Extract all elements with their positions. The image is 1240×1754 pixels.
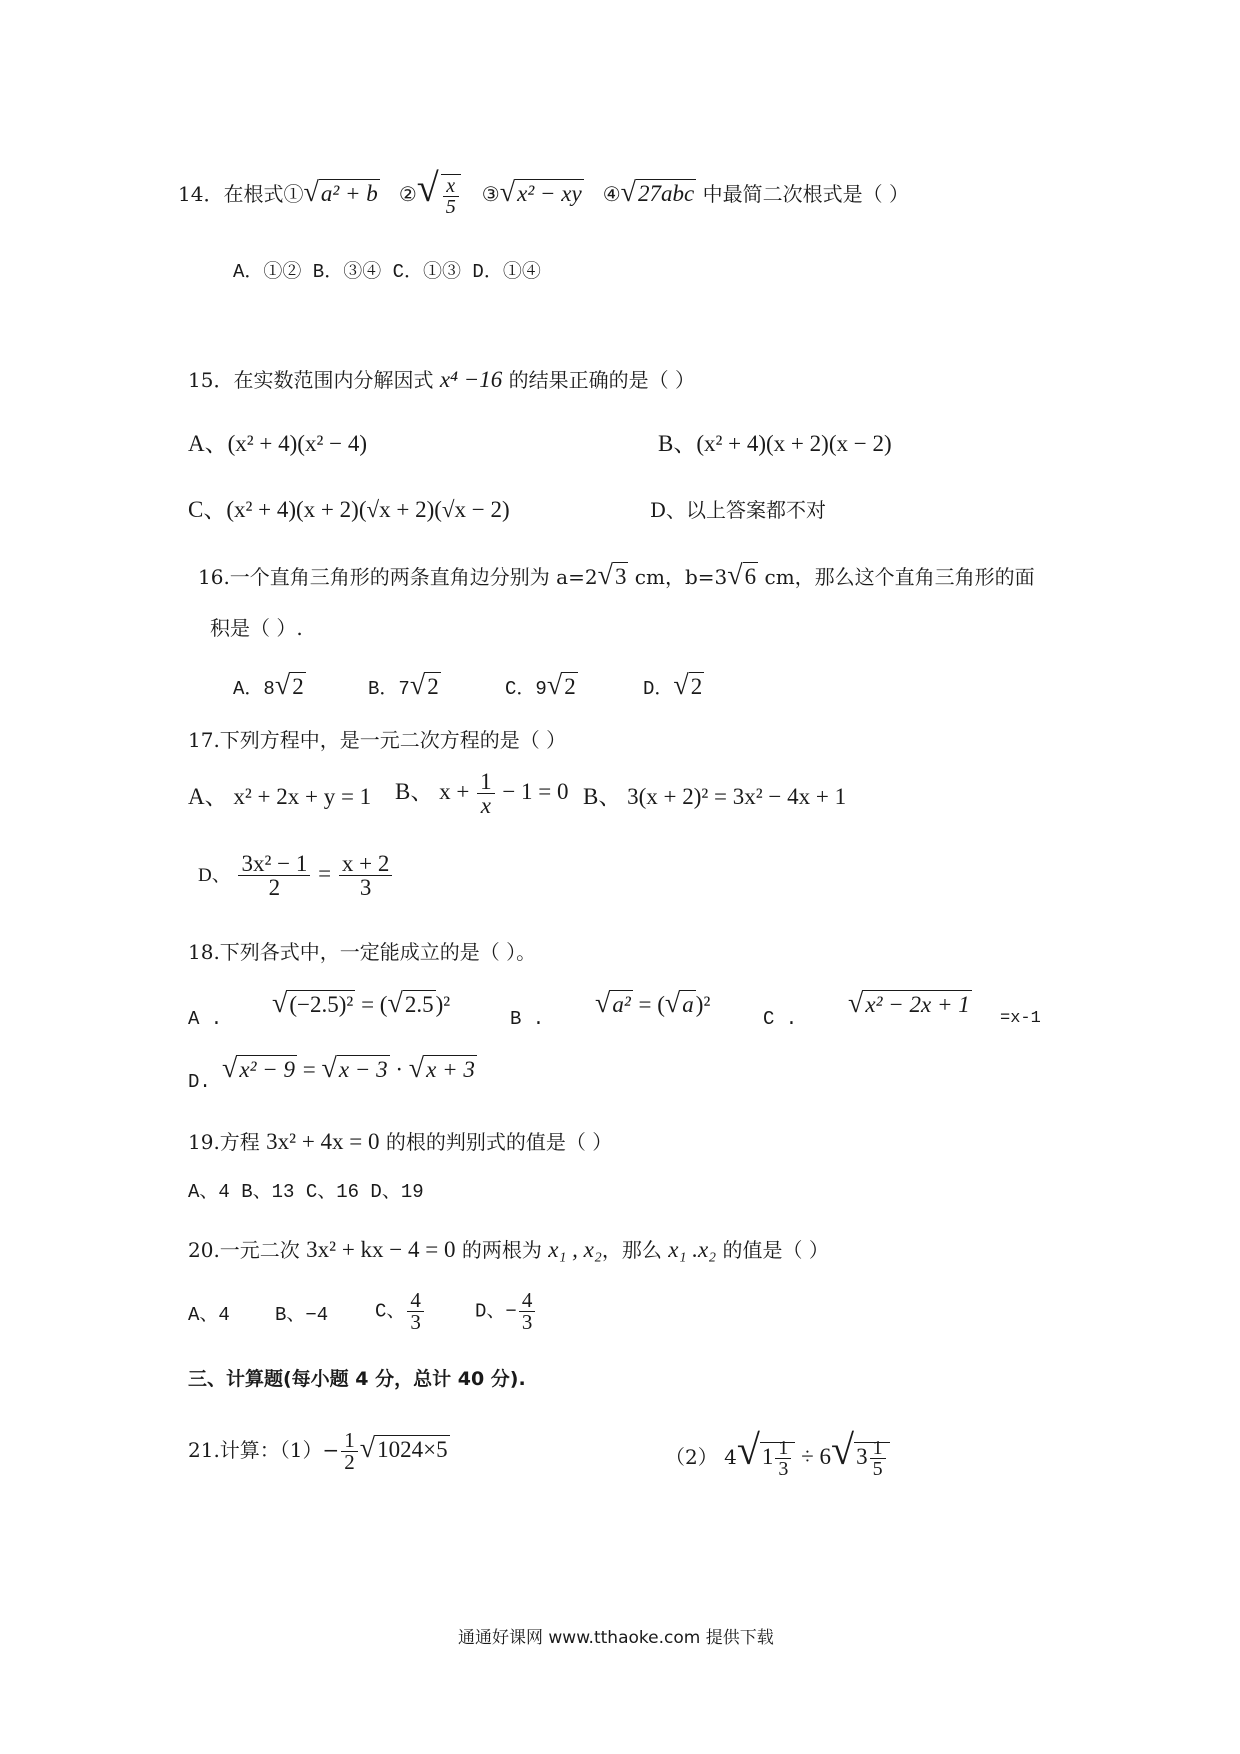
q15-option-a: A、(x² + 4)(x² − 4) <box>188 431 367 456</box>
q14-radical-4: √27abc <box>620 177 695 208</box>
section-3-heading: 三、计算题(每小题 4 分，总计 40 分). <box>188 1368 526 1390</box>
q18-label-d: D. <box>188 1071 211 1093</box>
q17-option-d: D、 $\frac{\text{3x² − 1}}{2}$ = $\frac{x + 2}{3}$ <box>198 852 394 899</box>
q18-option-d: √x² − 9 = √x − 3 · √x + 3 <box>222 1053 475 1084</box>
q18-stem: 18.下列各式中，一定能成立的是（ ）。 <box>188 940 537 964</box>
q18-label-a: A . <box>188 1008 223 1030</box>
q20-stem: 20.一元二次 3x² + kx − 4 = 0 的两根为 x₁ , x₂，那么 x₁ .x₂ 的值是（ ） <box>188 1237 829 1262</box>
q20-option-c: C、 $\frac{4}{3}$ <box>375 1290 426 1333</box>
q16-stem-line1: 16.一个直角三角形的两条直角边分别为 a=2√3 cm，b=3√6 cm，那么这个直角三角形的面 <box>198 560 1035 591</box>
q20-option-a: A、4 <box>188 1304 230 1326</box>
q19-stem: 19.方程 3x² + 4x = 0 的根的判别式的值是（ ） <box>188 1129 613 1154</box>
q17-option-a: A、 x² + 2x + y = 1 <box>188 784 372 809</box>
q18-option-c: √x² − 2x + 1 <box>848 988 970 1019</box>
q21-part-1: 21.计算：（1）− $\frac{1}{2}$ √1024×5 <box>188 1428 448 1474</box>
q17-option-b2: B、 3(x + 2)² = 3x² − 4x + 1 <box>583 784 847 809</box>
q15-option-d: D、以上答案都不对 <box>650 498 827 522</box>
q18-label-b: B . <box>510 1008 545 1030</box>
q16-option-a: A．8√2 <box>233 670 304 701</box>
q14-stem: 14．在根式①√a² + b ②√ $\frac{x}{5}$ ③√x² − xy ④√27abc 中最简二次根式是（ ） <box>178 165 909 219</box>
page-footer: 通通好课网 www.tthaoke.com 提供下载 <box>458 1628 774 1648</box>
q17-option-b: B、 x + $\frac{1}{x}$ − 1 = 0 <box>395 769 569 818</box>
q17-stem: 17.下列方程中，是一元二次方程的是（ ） <box>188 728 567 752</box>
q20-option-b: B、−4 <box>275 1304 329 1326</box>
q21-part-2: （2） 4√1 $\frac{1}{3}$ ÷ 6√3 $\frac{1}{5}$ <box>665 1430 890 1479</box>
q18-label-c: C . <box>763 1008 798 1030</box>
q14-radical-2: √ $\frac{x}{5}$ <box>417 168 463 217</box>
q14-radical-1: √a² + b <box>303 177 378 208</box>
q20-option-d: D、− $\frac{4}{3}$ <box>475 1290 537 1333</box>
q15-option-c: C、(x² + 4)(x + 2)(√x + 2)(√x − 2) <box>188 497 510 522</box>
q18-option-c-result: =x-1 <box>1000 1009 1041 1028</box>
q15-stem: 15．在实数范围内分解因式 x⁴ −16 的结果正确的是（ ） <box>188 367 696 392</box>
q14-options: A．①② B．③④ C．①③ D．①④ <box>233 261 541 283</box>
q18-option-a: √(−2.5)² = (√2.5)² <box>272 988 451 1019</box>
q18-option-b: √a² = (√a)² <box>595 988 711 1019</box>
q16-option-d: D．√2 <box>643 670 703 701</box>
q16-stem-line2: 积是（ ）. <box>210 616 303 640</box>
q16-option-c: C．9√2 <box>505 670 576 701</box>
q14-radical-3: √x² − xy <box>499 177 582 208</box>
q16-root-3: √3 <box>597 560 627 591</box>
q15-option-b: B、(x² + 4)(x + 2)(x − 2) <box>658 431 892 456</box>
q19-options: A、4 B、13 C、16 D、19 <box>188 1181 424 1203</box>
q16-option-b: B．7√2 <box>368 670 439 701</box>
q16-root-6: √6 <box>727 560 757 591</box>
